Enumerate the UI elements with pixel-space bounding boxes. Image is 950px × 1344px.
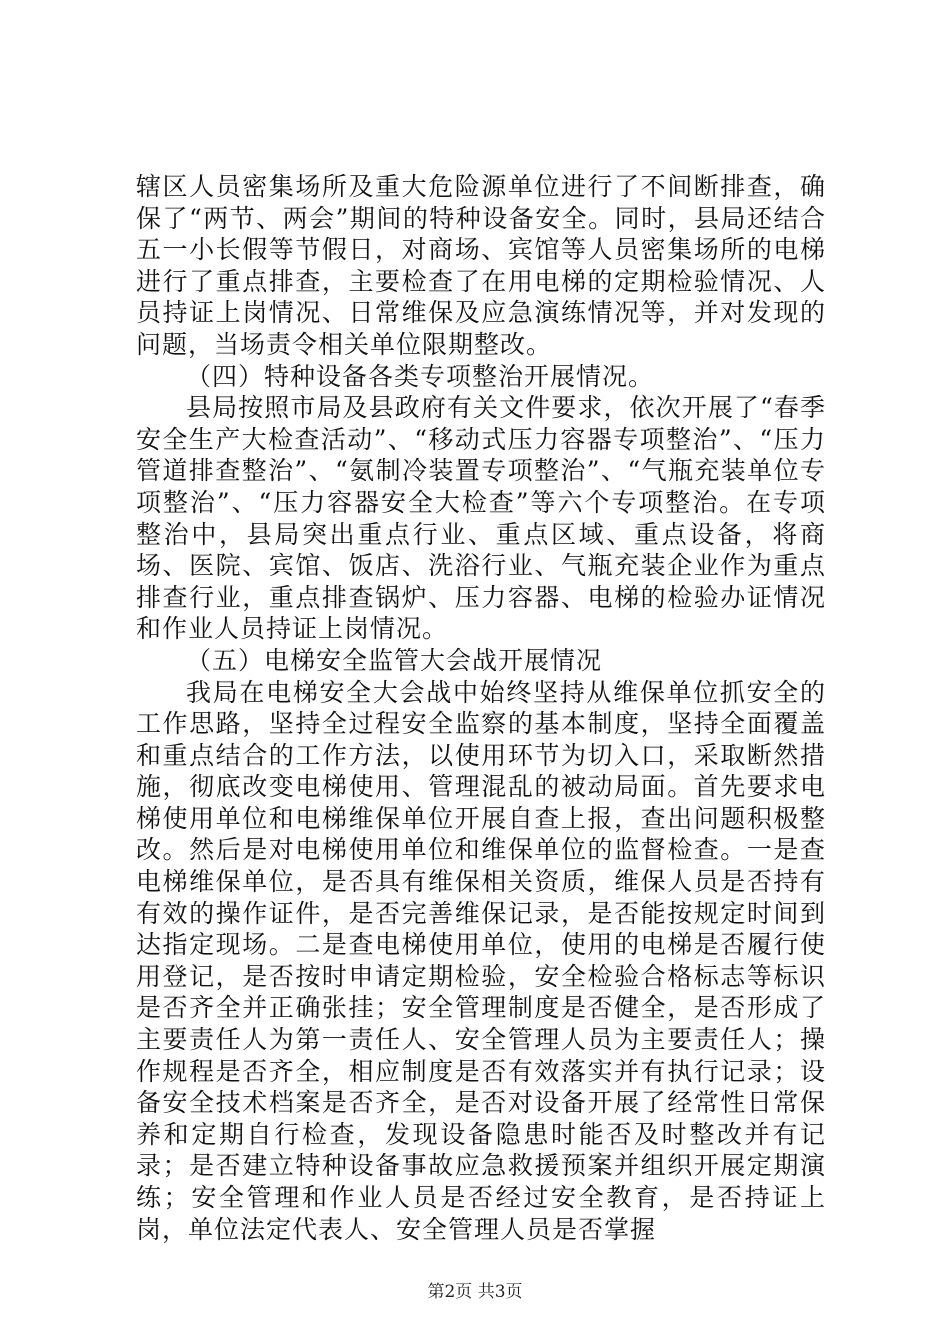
paragraph-elevator-safety: 我局在电梯安全大会战中始终坚持从维保单位抓安全的工作思路，坚持全过程安全监察的基本制度，坚持全面覆盖和重点结合的工作方法，以使用环节为切入口，采取断然措施，彻底改变电梯使用、管理混乱的被动局面。首先要求电梯使用单位和电梯维保单位开展自查上报，查出问题积极整改。然后是对电梯使用单位和维保单位的监督检查。一是查电梯维保单位，是否具有维保相关资质，维保人员是否持有有效的操作证件，是否完善维保记录，是否能按规定时间到达指定现场。二是查电梯使用单位，使用的电梯是否履行使用登记，是否按时申请定期检验，安全检验合格标志等标识是否齐全并正确张挂；安全管理制度是否健全，是否形成了主要责任人为第一责任人、安全管理人员为主要责任人；操作规程是否齐全，相应制度是否有效落实并有执行记录；设备安全技术档案是否齐全，是否对设备开展了经常性日常保养和定期自行检查，发现设备隐患时能否及时整改并有记录；是否建立特种设备事故应急救援预案并组织开展定期演练；安全管理和作业人员是否经过安全教育，是否持证上岗，单位法定代表人、安全管理人员是否掌握 [136, 677, 826, 1244]
paragraph-continued: 辖区人员密集场所及重大危险源单位进行了不间断排查，确保了“两节、两会”期间的特种设备安全。同时，县局还结合五一小长假等节假日，对商场、宾馆等人员密集场所的电梯进行了重点排查，主要检查了在用电梯的定期检验情况、人员持证上岗情况、日常维保及应急演练情况等，并对发现的问题，当场责令相关单位限期整改。 [136, 172, 826, 359]
section-heading-four: （四）特种设备各类专项整治开展情况。 [186, 361, 655, 391]
section-heading-five: （五）电梯安全监管大会战开展情况 [186, 645, 603, 675]
page-footer: 第2页 共3页 [427, 1282, 523, 1302]
document-body [136, 171, 826, 1245]
paragraph-special-rectification: 县局按照市局及县政府有关文件要求，依次开展了“春季安全生产大检查活动”、“移动式压力容器专项整治”、“压力管道排查整治”、“氨制冷装置专项整治”、“气瓶充装单位专项整治”、“压力容器安全大检查”等六个专项整治。在专项整治中，县局突出重点行业、重点区域、重点设备，将商场、医院、宾馆、饭店、洗浴行业、气瓶充装企业作为重点排查行业，重点排查锅炉、压力容器、电梯的检验办证情况和作业人员持证上岗情况。 [136, 393, 826, 644]
